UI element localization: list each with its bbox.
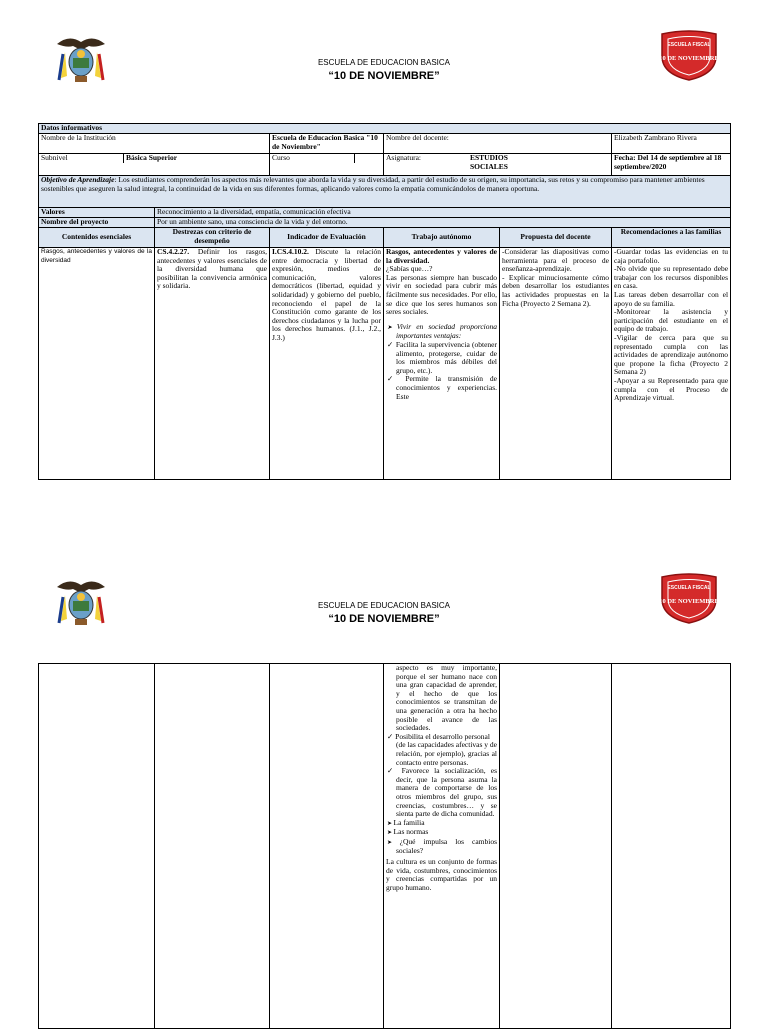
subnivel-label: Subnivel [39, 154, 124, 163]
fecha: Fecha: Del 14 de septiembre al 18 septiembre/2020 [612, 154, 731, 176]
proyecto-label: Nombre del proyecto [39, 218, 155, 228]
asignatura-value: ESTUDIOS SOCIALES [470, 153, 508, 171]
svg-text:ESCUELA FISCAL: ESCUELA FISCAL [667, 585, 711, 591]
docente-label: Nombre del docente: [384, 134, 612, 154]
institucion-label: Nombre de la Institución [39, 134, 270, 154]
col-destrezas-header: Destrezas con criterio de desempeño [155, 228, 270, 248]
valores-label: Valores [39, 208, 155, 218]
svg-text:10 DE NOVIEMBRE: 10 DE NOVIEMBRE [659, 55, 719, 62]
datos-informativos-heading: Datos informativos [39, 124, 731, 134]
subnivel-value: Básica Superior [126, 153, 178, 162]
destreza-cell-cont [155, 664, 270, 1029]
school-name: “10 DE NOVIEMBRE” [328, 613, 440, 625]
indicador-cell: I.CS.4.10.2. Discute la relación entre democracia y libertad de expresión, medios de comunicación, valores democráticos (libertad, equidad y solidaridad) y gobierno del pueblo, reconociendo el papel de la Constitución como garante de los derechos ciudadanos y la lucha por los derechos humanos. (J.1., J.2., J.3.) [270, 248, 384, 480]
institucion-value: Escuela de Educacion Basica "10 de Noviembre" [270, 134, 384, 154]
objetivo-text: : Los estudiantes comprenderán los aspectos más relevantes que aborda la vida y su diversidad, a partir del estudio de su origen, su importancia, sus retos y su compromiso para mantener ambientes sostenibles que aseguren la salud integral, la continuidad de la vida en sus diferentes formas, aplicando valores como la empatía comunicándolos de manera oportuna. [41, 175, 705, 193]
school-shield-logo-icon [658, 30, 720, 82]
valores-value: Reconocimiento a la diversidad, empatía, comunicación efectiva [155, 208, 731, 218]
svg-text:10 DE NOVIEMBRE: 10 DE NOVIEMBRE [659, 598, 719, 605]
contenidos-cell-cont [39, 664, 155, 1029]
col-contenidos-header: Contenidos esenciales [39, 228, 155, 248]
asignatura-label: Asignatura: [386, 153, 421, 162]
school-type: ESCUELA DE EDUCACION BASICA [317, 58, 451, 67]
planning-table [38, 123, 731, 480]
school-shield-logo-icon [658, 573, 720, 625]
planning-table-continued [38, 663, 731, 1029]
col-indicador-header: Indicador de Evaluación [270, 228, 384, 248]
col-trabajo-header: Trabajo autónomo [384, 228, 500, 248]
docente-value: Elizabeth Zambrano Rivera [612, 134, 731, 154]
school-type: ESCUELA DE EDUCACION BASICA [317, 601, 451, 610]
trabajo-cell: Rasgos, antecedentes y valores de la diversidad. ¿Sabías que…? Las personas siempre han buscado vivir en sociedad para cubrir más fácilmente sus necesidades. Por ello, se dice que los seres humanos son seres sociales. ➤ Vivir en sociedad proporciona importantes ventajas: ✓ Facilita la supervivencia (obtener alimento, protegerse, cuidar de los miembros más débiles del grupo, etc.). ✓ Permite la transmisión de conocimientos y experiencias. Este [384, 248, 500, 480]
propuesta-cell: -Considerar las diapositivas como herramienta para el proceso de enseñanza-aprendizaje. - Explicar minuciosamente cómo deben desarrollar los estudiantes las actividades propuestas en la Ficha (Proyecto 2 Semana 2). [500, 248, 612, 480]
page2-header [0, 543, 768, 623]
objetivo-label: Objetivo de Aprendizaje [41, 175, 115, 184]
page1-header [0, 0, 768, 80]
proyecto-value: Por un ambiente sano, una consciencia de la vida y del entorno. [155, 218, 731, 228]
trabajo-cell-cont: aspecto es muy importante, porque el ser humano nace con una gran capacidad de aprender, y el hecho de que los conocimientos se transmitan de una generación a otra ha hecho posible el avance de las sociedades. ✓ Posibilita el desarrollo personal (de las capacidades afectivas y de relación, por ejemplo), gracias al contacto entre personas. ✓ Favorece la socialización, es decir, que la persona asuma la manera de comportarse de los otros miembros del grupo, sus creencias, costumbres… y se sienta parte de dicha comunidad. ➤ La familia ➤ Las normas ➤ ¿Qué impulsa los cambios sociales? La cultura es un conjunto de formas de vida, costumbres, conocimientos y creencias compartidas por un grupo humano. [384, 664, 500, 1029]
recomendaciones-cell: -Guardar todas las evidencias en tu caja portafolio. -No olvide que su representado debe trabajar con los recursos disponibles en casa. Las tareas deben desarrollar con el apoyo de su familia. -Monitorear la asistencia y participación del estudiante en el equipo de trabajo. -Vigilar de cerca para que su representado cumpla con las actividades de aprendizaje autónomo que propone la ficha (Proyecto 2 Semana 2) -Apoyar a su Representado para que cumpla con el Proceso de Aprendizaje virtual. [612, 248, 731, 480]
recomendaciones-cell-cont [612, 664, 731, 1029]
contenidos-cell: Rasgos, antecedentes y valores de la diversidad [39, 248, 155, 480]
propuesta-cell-cont [500, 664, 612, 1029]
indicador-cell-cont [270, 664, 384, 1029]
school-name: “10 DE NOVIEMBRE” [328, 70, 440, 82]
col-recomendaciones-header: Recomendaciones a las familias [612, 228, 731, 248]
curso-label: Curso [270, 154, 355, 163]
destreza-cell: CS.4.2.27. Definir los rasgos, antecedentes y valores esenciales de la diversidad humana que posibilitan la convivencia armónica y solidaria. [155, 248, 270, 480]
svg-text:ESCUELA FISCAL: ESCUELA FISCAL [667, 42, 711, 48]
col-propuesta-header: Propuesta del docente [500, 228, 612, 248]
